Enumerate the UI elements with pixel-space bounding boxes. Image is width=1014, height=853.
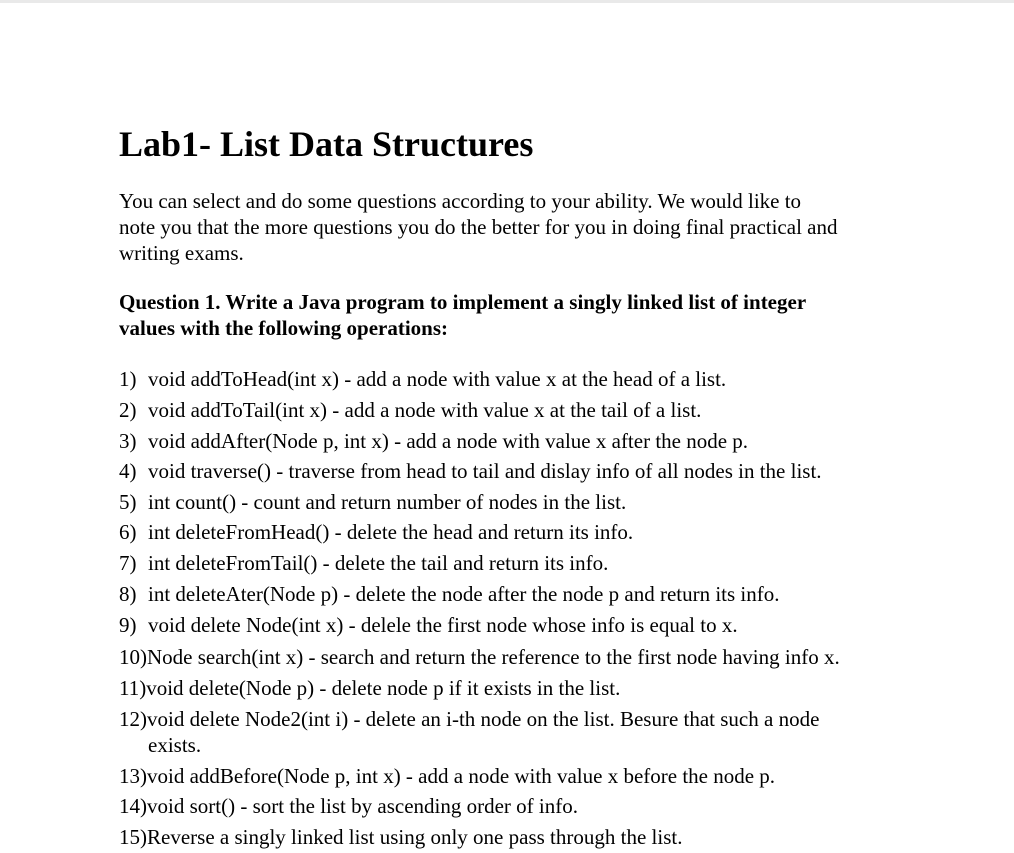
operation-text: int count() - count and return number of nodes in the list. <box>148 490 627 514</box>
intro-line: You can select and do some questions according to your ability. We would like to <box>119 189 802 213</box>
page-title: Lab1- List Data Structures <box>119 124 534 164</box>
operation-text: int deleteFromHead() - delete the head and return its info. <box>148 520 634 544</box>
question-line: values with the following operations: <box>119 316 449 340</box>
operation-number: 5) <box>119 490 137 514</box>
operation-item-5 <box>119 489 626 515</box>
operation-number: 2) <box>119 398 137 422</box>
operation-number: 3) <box>119 429 137 453</box>
operation-text: Reverse a singly linked list using only one pass through the list. <box>147 825 683 849</box>
question-line: Question 1. Write a Java program to implement a singly linked list of integer <box>119 290 807 314</box>
operation-number: 9) <box>119 613 137 637</box>
operation-text: void sort() - sort the list by ascending order of info. <box>147 794 578 818</box>
operation-text: int deleteFromTail() - delete the tail and return its info. <box>148 551 609 575</box>
operation-item-7 <box>119 550 608 576</box>
operation-number: 4) <box>119 459 137 483</box>
operation-text: void addToTail(int x) - add a node with value x at the tail of a list. <box>148 398 702 422</box>
operation-item-13 <box>119 763 775 789</box>
operation-item-8 <box>119 581 780 607</box>
operation-number: 12) <box>119 707 147 731</box>
operation-number: 11) <box>119 676 147 700</box>
operation-item-12 <box>119 706 819 732</box>
operation-item-10 <box>119 644 840 670</box>
operation-text: void addBefore(Node p, int x) - add a node with value x before the node p. <box>147 764 776 788</box>
operation-text: void addToHead(int x) - add a node with value x at the head of a list. <box>148 367 727 391</box>
operation-text: int deleteAter(Node p) - delete the node after the node p and return its info. <box>148 582 780 606</box>
operation-number: 7) <box>119 551 137 575</box>
intro-line: note you that the more questions you do the better for you in doing final practical and <box>119 215 838 239</box>
operation-item-9 <box>119 612 738 638</box>
operation-text: void delete(Node p) - delete node p if it exists in the list. <box>146 676 621 700</box>
operation-item-6 <box>119 519 633 545</box>
question-heading <box>119 289 909 341</box>
operation-number: 1) <box>119 367 137 391</box>
operation-item-11 <box>119 675 620 701</box>
operation-item-3 <box>119 428 748 454</box>
intro-paragraph <box>119 188 909 266</box>
operation-item-1 <box>119 366 726 392</box>
operation-item-2 <box>119 397 701 423</box>
operation-item-15 <box>119 824 682 850</box>
operation-item-12-continuation: exists. <box>148 733 202 757</box>
operation-number: 10) <box>119 645 147 669</box>
operation-number: 15) <box>119 825 147 849</box>
intro-line: writing exams. <box>119 241 244 265</box>
operation-item-14 <box>119 793 578 819</box>
operation-text: void delete Node(int x) - delele the first node whose info is equal to x. <box>148 613 738 637</box>
operation-number: 6) <box>119 520 137 544</box>
operation-text: void delete Node2(int i) - delete an i-th node on the list. Besure that such a node <box>147 707 820 731</box>
operation-number: 8) <box>119 582 137 606</box>
operation-text: void traverse() - traverse from head to tail and dislay info of all nodes in the list. <box>148 459 822 483</box>
operation-text: void addAfter(Node p, int x) - add a node with value x after the node p. <box>148 429 749 453</box>
operation-text: Node search(int x) - search and return the reference to the first node having info x. <box>147 645 840 669</box>
operation-item-4 <box>119 458 822 484</box>
operation-number: 13) <box>119 764 147 788</box>
operation-number: 14) <box>119 794 147 818</box>
